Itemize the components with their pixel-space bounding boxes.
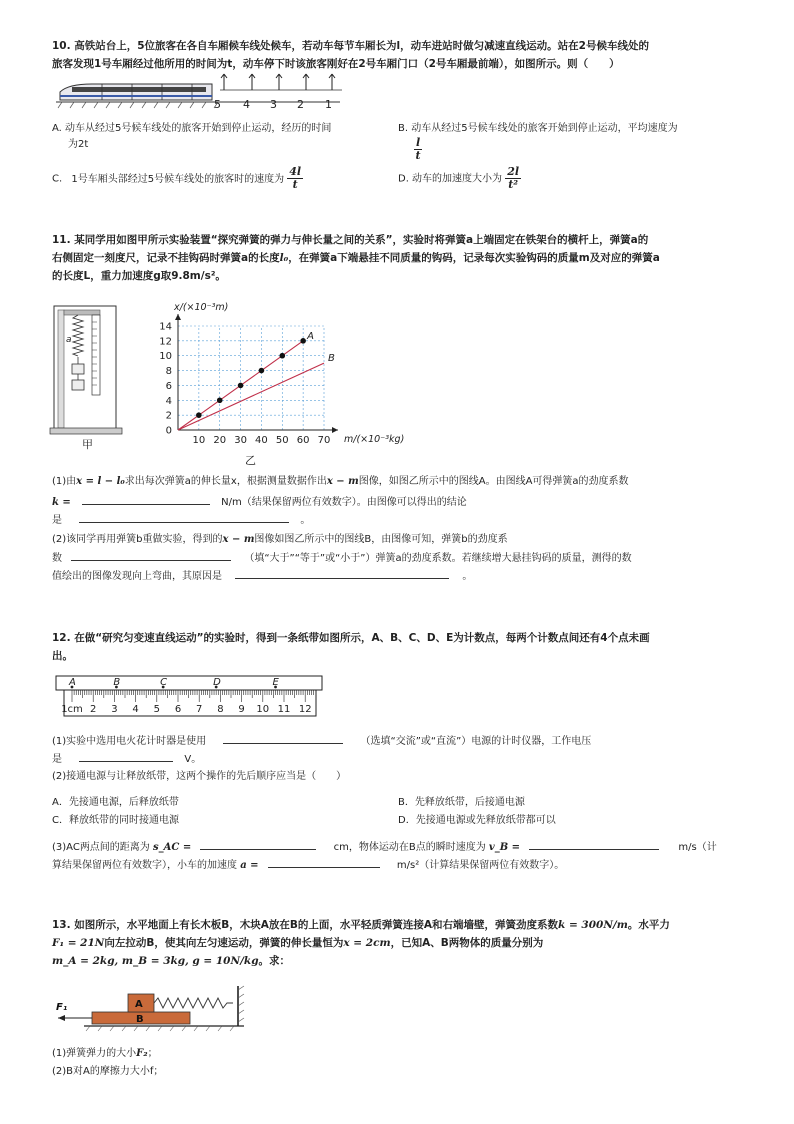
x-tick-label: 40 bbox=[255, 435, 268, 446]
spring-icon bbox=[154, 998, 233, 1008]
data-point-A bbox=[259, 368, 265, 374]
q11-stem-line1: 11. 某同学用如图甲所示实验装置“探究弹簧的弹力与伸长量之间的关系”，实验时将弹簧a上端固定在铁架台的横杆上，弹簧a的 bbox=[52, 234, 649, 246]
q10-option-a-line1: A. 动车从经过5号候车线处的旅客开始到停止运动，经历的时间 bbox=[52, 123, 332, 134]
q10-train-figure bbox=[52, 70, 352, 112]
series-label-A: A bbox=[307, 330, 314, 342]
tape-point-label: B bbox=[113, 677, 121, 688]
q11-reason-blank[interactable] bbox=[235, 568, 449, 579]
q11-k-answer-blank[interactable] bbox=[82, 494, 210, 505]
label-b: B bbox=[136, 1014, 144, 1025]
q12-ruler-figure bbox=[54, 674, 326, 722]
ruler-number: 10 bbox=[256, 704, 270, 715]
x-axis-arrow-icon bbox=[332, 427, 338, 433]
q10-option-b[interactable] bbox=[398, 121, 678, 162]
question-13 bbox=[52, 917, 752, 971]
q11-part2-line2: 数 （填“大于”“等于”或“小于”）弹簧a的劲度系数。若继续增大悬挂钩码的质量，测得的数 bbox=[52, 550, 632, 567]
series-line-B bbox=[178, 363, 324, 430]
y-axis-label: x/(×10⁻³m) bbox=[174, 302, 229, 313]
q10-option-a[interactable] bbox=[52, 121, 331, 153]
ruler-number: 1cm bbox=[61, 704, 83, 715]
tape-point-label: C bbox=[160, 677, 168, 688]
y-tick-label: 12 bbox=[159, 336, 172, 348]
data-point-A bbox=[238, 383, 244, 389]
q11-part1-line2: k = N/m（结果保留两位有效数字）。由图像可以得出的结论 bbox=[52, 494, 467, 511]
q11-stem-line2: 右侧固定一刻度尺，记录不挂钩码时弹簧a的长度l₀，在弹簧a下端悬挂不同质量的钩码，记录每次实验钩码的质量m及对应的弹簧a bbox=[52, 251, 660, 264]
q12-part3-line1: (3)AC两点间的距离为 s_AC = cm，物体运动在B点的瞬时速度为 v_B = m/s（计 bbox=[52, 839, 717, 856]
ruler-number: 7 bbox=[196, 704, 203, 715]
tape-point-label: E bbox=[272, 677, 279, 688]
q12-stem-line1: 12. 在做“研究匀变速直线运动”的实验时，得到一条纸带如图所示，A、B、C、D、E为计数点，每两个计数点间还有4个点未画 bbox=[52, 632, 650, 644]
data-point-A bbox=[279, 353, 285, 359]
ruler-number: 9 bbox=[238, 704, 245, 715]
q10-option-b-fraction: $\frac{l}{t}$ bbox=[415, 136, 421, 163]
q10-option-c[interactable] bbox=[52, 166, 303, 191]
q13-part1: (1)弹簧弹力的大小F₂； bbox=[52, 1048, 158, 1059]
x-tick-label: 70 bbox=[317, 435, 331, 446]
q11-conclusion-blank[interactable] bbox=[79, 512, 289, 523]
q11-part1-line3: 是 。 bbox=[52, 512, 310, 529]
q12-part1-line1: (1)实验中选用电火花计时器是使用 （选填“交流”或“直流”）电源的计时仪器，工作电压 bbox=[52, 733, 591, 750]
q12-sac-blank[interactable] bbox=[200, 839, 316, 850]
series-label-B: B bbox=[328, 353, 335, 365]
label-a: A bbox=[135, 999, 143, 1010]
ruler-icon bbox=[92, 315, 100, 395]
y-axis-arrow-icon bbox=[175, 314, 181, 320]
q12-option-c[interactable]: C．释放纸带的同时接通电源 bbox=[52, 815, 179, 826]
q12-acceleration-blank[interactable] bbox=[268, 857, 380, 868]
q12-power-type-blank[interactable] bbox=[223, 733, 343, 744]
spring-label: a bbox=[66, 335, 72, 345]
q11-chart bbox=[150, 300, 405, 472]
q12-part2: (2)接通电源与让释放纸带，这两个操作的先后顺序应当是（ ） bbox=[52, 771, 347, 782]
platform-label-3: 3 bbox=[270, 98, 277, 111]
q12-part1-line2: 是 V。 bbox=[52, 751, 201, 768]
train-icon bbox=[60, 84, 212, 100]
y-tick-label: 6 bbox=[165, 380, 172, 392]
fig-yi-label: 乙 bbox=[245, 454, 256, 467]
q12-stem-line2: 出。 bbox=[52, 649, 73, 662]
y-tick-label: 4 bbox=[165, 395, 172, 407]
ruler-number: 5 bbox=[153, 704, 160, 715]
q11-stem-line3: 的长度L，重力加速度g取9.8m/s²。 bbox=[52, 269, 226, 282]
q12-part3-line2: 算结果保留两位有效数字），小车的加速度 a = m/s²（计算结果保留两位有效数字）。 bbox=[52, 857, 564, 874]
ruler-number: 11 bbox=[277, 704, 291, 715]
q10-option-d[interactable] bbox=[398, 166, 521, 191]
ruler-number: 2 bbox=[90, 704, 97, 715]
q13-part2: (2)B对A的摩擦力大小f； bbox=[52, 1066, 164, 1077]
q10-option-d-fraction: $\frac{2l}{\text{t²}}$ bbox=[507, 165, 520, 192]
paper-tape bbox=[56, 676, 322, 690]
q13-blocks-figure bbox=[54, 982, 254, 1034]
weight-icon bbox=[72, 380, 84, 390]
platform-label-5: 5 bbox=[214, 98, 221, 111]
y-tick-label: 8 bbox=[165, 366, 172, 378]
q13-stem-line1: 13. 如图所示，水平地面上有长木板B，木块A放在B的上面，水平轻质弹簧连接A和右端墙壁，弹簧劲度系数k = 300N/m。水平力 bbox=[52, 919, 670, 931]
weight-icon bbox=[72, 364, 84, 374]
q10-option-a-line2: 为2t bbox=[68, 139, 89, 150]
y-tick-label: 10 bbox=[159, 351, 172, 363]
q11-part2-line3: 值绘出的图像发现向上弯曲，其原因是 。 bbox=[52, 568, 472, 585]
tape-point-label: D bbox=[213, 677, 221, 688]
q12-option-b[interactable]: B．先释放纸带，后接通电源 bbox=[398, 797, 525, 808]
q12-voltage-blank[interactable] bbox=[79, 751, 173, 762]
q11-part2-line1: (2)该同学再用弹簧b重做实验，得到的x − m图像如图乙所示中的图线B，由图像可知，弹簧b的劲度系 bbox=[52, 534, 508, 545]
arrow-left-icon bbox=[58, 1015, 65, 1021]
q10-option-c-prefix: C. bbox=[52, 173, 63, 185]
q13-stem-line2: F₁ = 21N向左拉动B，使其向左匀速运动，弹簧的伸长量恒为x = 2cm，已知A、B两物体的质量分别为 bbox=[52, 936, 544, 949]
tape-point-label: A bbox=[69, 677, 76, 688]
q12-option-a[interactable]: A．先接通电源，后释放纸带 bbox=[52, 797, 179, 808]
x-axis-label: m/(×10⁻³kg) bbox=[344, 434, 405, 445]
x-tick-label: 20 bbox=[213, 435, 227, 446]
spring-icon bbox=[73, 315, 83, 356]
q10-option-d-text: D. 动车的加速度大小为 bbox=[398, 173, 503, 185]
data-point-A bbox=[300, 338, 306, 344]
y-tick-label: 14 bbox=[159, 321, 172, 333]
question-12 bbox=[52, 630, 752, 666]
y-tick-label: 2 bbox=[165, 410, 172, 422]
ruler-number: 6 bbox=[174, 704, 182, 715]
q11-compare-blank[interactable] bbox=[71, 550, 231, 561]
q10-stem-line1: 10. 高铁站台上，5位旅客在各自车厢候车线处候车，若动车每节车厢长为l，动车进站时做匀减速直线运动。站在2号候车线处的 bbox=[52, 40, 649, 52]
x-tick-label: 50 bbox=[275, 435, 289, 446]
x-tick-label: 30 bbox=[234, 435, 247, 446]
question-10 bbox=[52, 38, 752, 74]
platform-label-4: 4 bbox=[243, 98, 250, 111]
q13-stem-line3: m_A = 2kg, m_B = 3kg, g = 10N/kg。求： bbox=[52, 954, 291, 967]
ruler-number: 12 bbox=[298, 704, 312, 715]
x-tick-label: 10 bbox=[192, 435, 206, 446]
platform-label-1: 1 bbox=[325, 98, 332, 111]
y-tick-label: 0 bbox=[165, 425, 172, 437]
label-f1: F₁ bbox=[56, 1002, 68, 1013]
q10-stem-line2: 旅客发现1号车厢经过他所用的时间为t，动车停下时该旅客刚好在2号车厢门口（2号车厢最前端），如图所示。则（ ） bbox=[52, 57, 620, 70]
q11-apparatus-figure bbox=[48, 300, 130, 450]
q11-part1-line1: (1)由x = l − l₀求出每次弹簧a的伸长量x，根据测量数据作出x − m图像，如图乙所示中的图线A。由图线A可得弹簧a的劲度系数 bbox=[52, 476, 629, 487]
platform-label-2: 2 bbox=[297, 98, 304, 111]
ruler-number: 4 bbox=[132, 704, 139, 715]
q10-option-b-text: B. 动车从经过5号候车线处的旅客开始到停止运动，平均速度为 bbox=[398, 123, 678, 134]
fig-jia-label: 甲 bbox=[82, 438, 93, 451]
x-tick-label: 60 bbox=[296, 435, 310, 446]
q10-option-c-fraction: $\frac{4l}{t}$ bbox=[289, 165, 302, 192]
ruler-number: 3 bbox=[111, 704, 118, 715]
q12-option-d[interactable]: D．先接通电源或先释放纸带都可以 bbox=[398, 815, 556, 826]
data-point-A bbox=[196, 412, 202, 418]
q12-vb-blank[interactable] bbox=[529, 839, 659, 850]
ruler-number: 8 bbox=[217, 704, 224, 715]
q10-option-c-text: 1号车厢头部经过5号候车线处的旅客时的速度为 bbox=[71, 173, 285, 185]
question-11 bbox=[52, 232, 752, 286]
data-point-A bbox=[217, 397, 223, 403]
